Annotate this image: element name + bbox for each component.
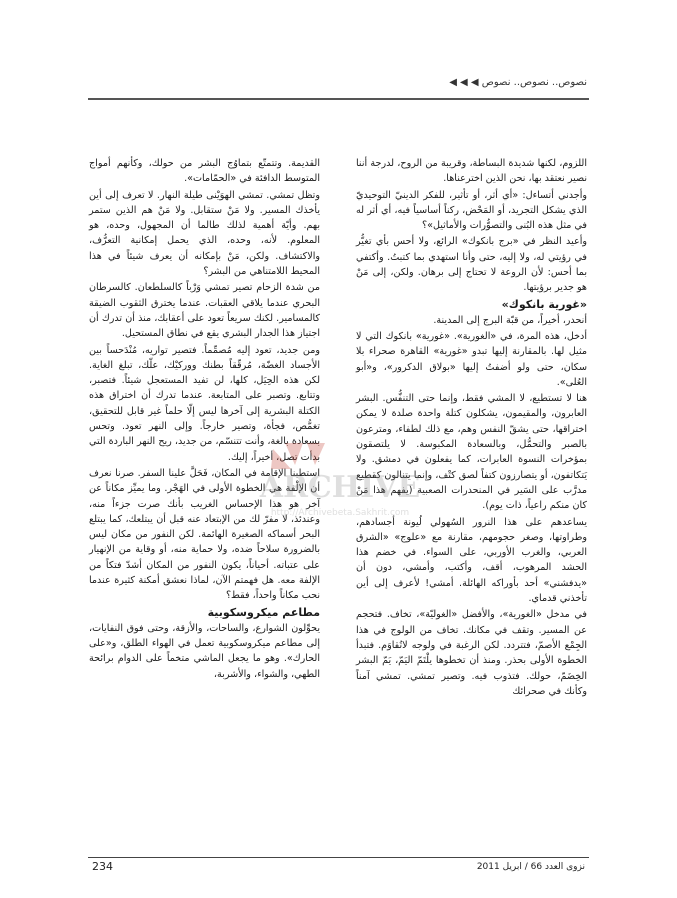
issue-info: نزوى العدد 66 / ابريل 2011	[476, 862, 585, 872]
paragraph: أدخل، هذه المرة، في «الغورية». «غورية» بانكوك التي لا مثيل لها. بالمقارنة إليها تبدو «غورية» القاهرة صحراء بلا سكان، حتى ولو أضفتُ إليها «بولاق الدكرور»، و«أبو العُلى».	[356, 330, 587, 388]
paragraph: وأعيد النظر في «برج بانكوك» الرائع، ولا أحس بأي تغيُّر في رؤيتي له، ولا إليه، حتى وأنا استهدي بما كتبتُ. وأكتفي بما أحس: لأن الروعة لا تحتاج إلى برهان. ولكن، إلى مَنْ هو جدير برؤيتها.	[356, 236, 587, 294]
paragraph: استطبنا الإقامة في المكان، فَحَلَّ علينا السفر. صرنا نعرف أن الإلْفة هي الخطوة الأولى في الهَجْر. وما يميِّز مكاناً عن آخر هو هذا الإحساس الغريب بأنك صرت جزءاً منه، وعندئذ، لا مفرّ لك من الإبتعاد عنه قبل أن يبتلعك، كما يبتلع البحر أسماكه الصغيرة الهائمة. لكن النفور من مكان ليس بالضرورة سلاحاً ضده، ولا حماية منه، أو وقاية من الإنهيار على عتباته. أحياناً، يكون النفور من المكان أشدّ فتكاً من الإلفة معه. هل فهمتم الآن، لماذا نعشق أمكنة كثيرة عندما نحب مكاناً واحداً، فقط؟	[89, 467, 320, 602]
paragraph: وتظل تمشي. تمشي الهوَيْنى طيلة النهار. لا تعرف إلى أين يأخذك المسير. ولا مَنْ ستقابل. ولا مَنْ هم الذين ستمر بهم. وأيّة أهمية لذلك طالما أن المجهول، وحده، هو المعلوم. لأنه، وحده، الذي يحمل إمكانية التعرُّف، والاكتشاف. ولكن، مَنْ بإمكانه أن يعرف شيئاً في هذا المحيط اللامتناهي من البشر؟	[89, 189, 320, 278]
paragraph: هنا لا تستطيع، لا المشي فقط، وإنما حتى التنفُّس. البشر العابرون، والمقيمون، يشكلون كتلة واحدة صلدة لا يمكن اختراقها، حتى يشقّ النفس وهم، مع ذلك لطفاء، ومترعون بالصبر والتحمُّل، وبالسعادة المكبوسة. لا يلتصقون بمؤخرات النسوة العابرات، كما يفعلون في دمشق. ولا يَتكاتفون، أو يتصارزون كتفاً لصق كتْف، وإنما يتنالون كقطيع مدرَّب على السَير في المنحدرات الصعبية (يفهم هذا مَنْ كان منكم راعياً، ذات يوم).	[356, 393, 587, 512]
section-heading: «غورية بانكوك»	[501, 297, 587, 311]
watermark-url: http://Archivebeta.Sakhrit.com	[270, 508, 410, 518]
watermark-brand: ARCHIVE	[259, 470, 421, 505]
paragraph: وأجدني أتساءل: «أي أثر، أو تأثير، للفكر الدينيّ التوحيديّ الذي يشكل التجريد، أو المَحْض، ركناً أساسياً فيه، أي أثر له في مثل هذه البُنى والتصوُّرات والأماثيل»؟	[356, 189, 587, 232]
paragraph: اللزوم، لكنها شديدة البساطة، وقريبة من الروح، لدرجة أننا نصير نعتقد بها، نحن الذين اخترعناها.	[356, 158, 587, 185]
paragraph: ومن جديد، تعود إليه مُصمِّماً. فتصير تواريه، مُنْدَحساً بين الأجساد الغضّة، مُرقّقاً بطنك ووركيْك، علّك، تبلغ الغاية. لكن هذه الحِيَل، كلها، لن تفيد المستعجل شيئاً. فتصبر، وتتابع. وتصبر على المتابعة. عندما تدرك أن اختراق هذه الكتلة البشرية إلى آخرها ليس إلّا حلماً غير قابل للتحقيق، تغمُّص، فجأة، وتصير خارجاً. وإلى النهر تعود. وتحس بسعادة بالغة، وأنت تتنسّم، من جديد، ريح النهر الباردة التي بدأت تصل، أخيراً، إليك.	[89, 344, 320, 463]
paragraph: القديمة. وتتمتّع بتماوُج البشر من حولك، وكأنهم أمواج المتوسط الدافئة في «الحمّامات».	[89, 158, 320, 185]
paragraph: يساعدهم على هذا النرور السُهولي لُيونة أجسادهم، وطراوتها، وصغر حجومهم، مقارنة مع «علوج» «الشرق العربي، والغرب الأوربي، على السواء. في خضم هذا الحشد المرهوب، أقف، وأكتب، وأمشي، دون أن «يدفشني» أحد بأوراكه الهائلة. أمشي! لأعرف إلى أين تأخذني قدماي.	[356, 516, 587, 605]
header-title: نصوص.. نصوص.. نصوص ◀ ◀ ◀	[449, 77, 587, 88]
column-left	[89, 156, 320, 683]
paragraph: يحوِّلون الشوارع، والساحات، والأزقة، وحتى فوق النفايات، إلى مطاعم ميكروسكوبية تعمل في الهواء الطلق، و«على الحارك». وهو ما يجعل الماشي متخماً على الدوام برائحة الطهي، والشواء، والأشربة،	[89, 622, 320, 680]
paragraph: أنحدر، أخيراً، من قبّة البرج إلى المدينة.	[433, 314, 587, 326]
section-heading: مطاعم ميكروسكوبية	[207, 605, 320, 619]
paragraph: في مدخل «الغورية»، والأفضل «الغوليّة»، تخاف. فتحجم عن المسير. وتقف في مكانك. تخاف من الولوج في هذا الجِمْع الأصمّ، فتتردد. لكن الرغبة في ولوجه لاتُقاوَم. فتبدأ الخطوة الأولى بحذر. ومنذ أن تخطوها يلْتَمّ اليَمّ، يَمّ البشر الخِضَمّ، حولك. فتذوب فيه. وتصير تمشي. تمشي آمناً وكأنك في صحرائك	[356, 609, 587, 697]
page-number: 234	[92, 860, 113, 873]
column-right	[356, 156, 587, 700]
header-divider	[88, 98, 589, 100]
footer-divider	[88, 857, 589, 858]
running-header	[90, 77, 587, 91]
paragraph: من شدة الزحام تصير تمشي وَرْباً كالسلطعان. كالسرطان البحري عندما يلاقي العقبات. عندما يخترق الثقوب الضيقة كالمسامير. لكنك سريعاً تعود على أعقابك، منذ أن تدرك أن اجتياز هذا الجدار البشري يقع في نطاق المستحيل.	[89, 282, 320, 340]
